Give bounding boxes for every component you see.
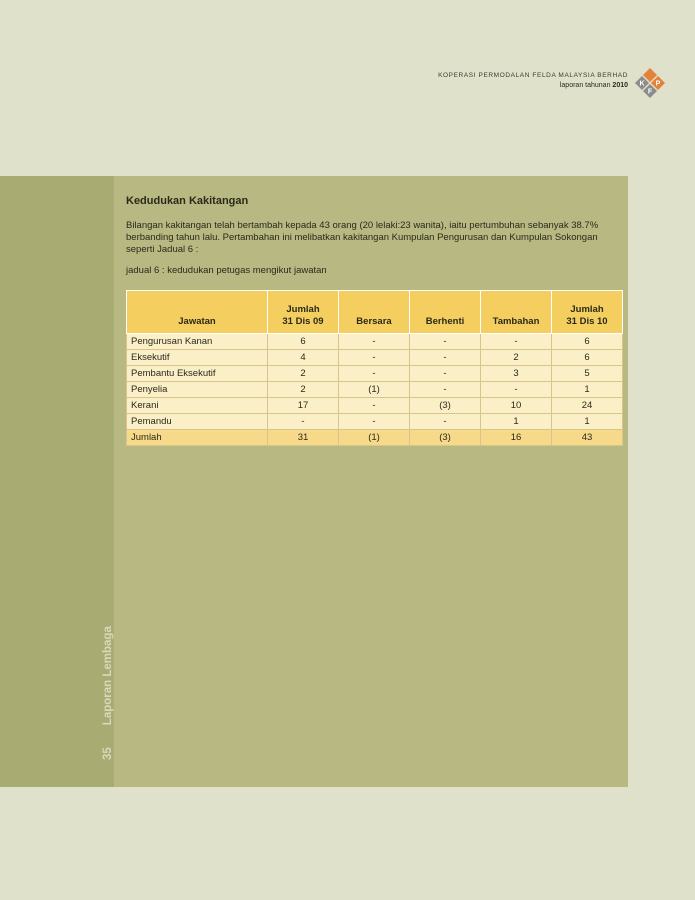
- cell-jumlah-10: 6: [552, 350, 623, 366]
- report-title: [438, 82, 628, 89]
- cell-bersara: -: [339, 366, 410, 382]
- table-row: [127, 414, 623, 430]
- table-row: [127, 382, 623, 398]
- total-berhenti: (3): [410, 430, 481, 446]
- logo-letter-p: P: [655, 80, 661, 88]
- table-header-row: [127, 291, 623, 334]
- section-name: Laporan Lembaga: [102, 626, 114, 726]
- cell-berhenti: -: [410, 382, 481, 398]
- kpf-logo: [633, 67, 667, 101]
- header-bersara: Bersara: [339, 291, 410, 334]
- total-tambahan: 16: [481, 430, 552, 446]
- cell-berhenti: -: [410, 414, 481, 430]
- total-jumlah-09: 31: [268, 430, 339, 446]
- cell-bersara: -: [339, 334, 410, 350]
- page-number: 35: [102, 747, 114, 760]
- staff-table: [126, 290, 623, 446]
- organization-name: KOPERASI PERMODALAN FELDA MALAYSIA BERHAD: [438, 72, 628, 79]
- side-strip: [0, 176, 114, 787]
- section-title: Kedudukan Kakitangan: [126, 195, 249, 207]
- cell-jumlah-09: 2: [268, 366, 339, 382]
- cell-berhenti: -: [410, 366, 481, 382]
- cell-bersara: -: [339, 398, 410, 414]
- side-label: [102, 626, 114, 760]
- cell-jumlah-10: 5: [552, 366, 623, 382]
- cell-jumlah-10: 6: [552, 334, 623, 350]
- cell-jawatan: Kerani: [127, 398, 268, 414]
- body-paragraph: Bilangan kakitangan telah bertambah kepada 43 orang (20 lelaki:23 wanita), iaitu pertumbuhan sebanyak 38.7% berbanding tahun lalu. Pertambahan ini melibatkan kakitangan Kumpulan Pengurusan dan Kumpulan Sokongan seperti Jadual 6 :: [126, 220, 599, 255]
- table-row: [127, 366, 623, 382]
- header-jumlah-09: Jumlah 31 Dis 09: [268, 291, 339, 334]
- total-bersara: (1): [339, 430, 410, 446]
- table-total-row: [127, 430, 623, 446]
- cell-tambahan: -: [481, 382, 552, 398]
- cell-jawatan: Pengurusan Kanan: [127, 334, 268, 350]
- header-berhenti: Berhenti: [410, 291, 481, 334]
- cell-jawatan: Eksekutif: [127, 350, 268, 366]
- cell-bersara: -: [339, 350, 410, 366]
- cell-jumlah-09: 4: [268, 350, 339, 366]
- cell-tambahan: -: [481, 334, 552, 350]
- cell-berhenti: (3): [410, 398, 481, 414]
- cell-jumlah-09: 2: [268, 382, 339, 398]
- report-prefix: laporan tahunan: [559, 82, 611, 89]
- cell-berhenti: -: [410, 334, 481, 350]
- report-year: 2010: [612, 82, 628, 89]
- cell-jawatan: Penyelia: [127, 382, 268, 398]
- logo-letter-k: K: [639, 80, 645, 88]
- cell-jawatan: Pemandu: [127, 414, 268, 430]
- header-jumlah-10: Jumlah 31 Dis 10: [552, 291, 623, 334]
- cell-berhenti: -: [410, 350, 481, 366]
- cell-tambahan: 1: [481, 414, 552, 430]
- logo-letter-f: F: [647, 88, 653, 96]
- cell-tambahan: 3: [481, 366, 552, 382]
- cell-jumlah-09: 17: [268, 398, 339, 414]
- header-tambahan: Tambahan: [481, 291, 552, 334]
- table-row: [127, 334, 623, 350]
- main-content: [126, 195, 622, 446]
- cell-tambahan: 10: [481, 398, 552, 414]
- cell-jumlah-10: 24: [552, 398, 623, 414]
- cell-bersara: (1): [339, 382, 410, 398]
- cell-tambahan: 2: [481, 350, 552, 366]
- table-row: [127, 398, 623, 414]
- page-header: [438, 72, 628, 89]
- total-jumlah-10: 43: [552, 430, 623, 446]
- cell-jumlah-09: -: [268, 414, 339, 430]
- cell-jumlah-09: 6: [268, 334, 339, 350]
- cell-bersara: -: [339, 414, 410, 430]
- table-caption: jadual 6 : kedudukan petugas mengikut jawatan: [126, 265, 327, 276]
- cell-jawatan: Pembantu Eksekutif: [127, 366, 268, 382]
- total-label: Jumlah: [127, 430, 268, 446]
- cell-jumlah-10: 1: [552, 414, 623, 430]
- cell-jumlah-10: 1: [552, 382, 623, 398]
- header-jawatan: Jawatan: [127, 291, 268, 334]
- table-row: [127, 350, 623, 366]
